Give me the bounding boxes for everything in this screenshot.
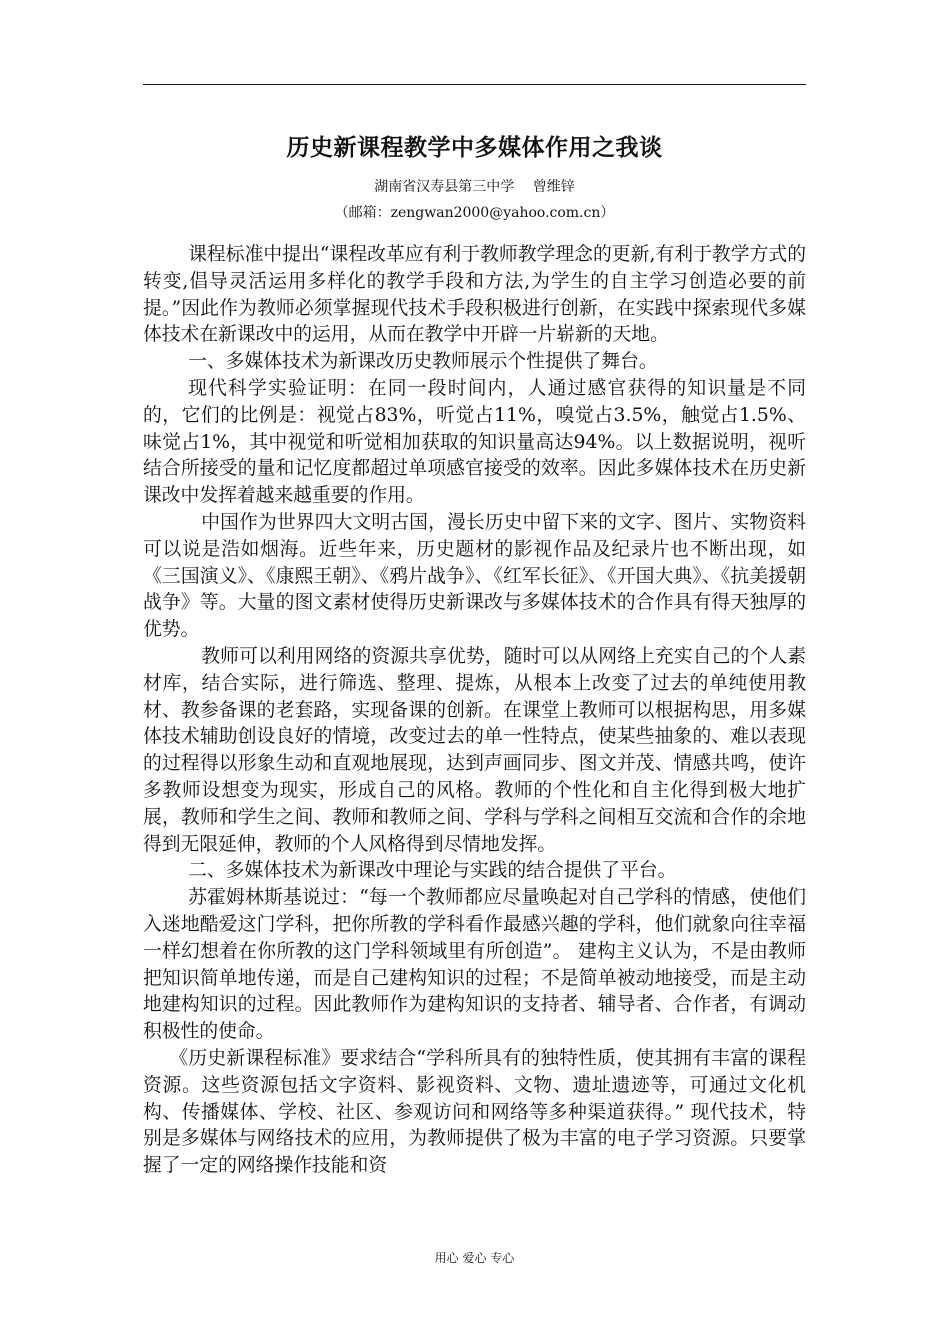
paragraph-quote: 苏霍姆林斯基说过：“每一个教师都应尽量唤起对自己学科的情感，使他们入迷地酷爱这门学科，把你所教的学科看作最感兴趣的学科，他们就象向往幸福一样幻想着在你所教的这门学科领域里有所创造”。 建构主义认为，不是由教师把知识简单地传递，而是自己建构知识的过程；不是简单被动地接受，而是主动地建构知识的过程。因此教师作为建构知识的支持者、辅导者、合作者，有调动积极性的使命。 [143, 887, 806, 1043]
author-line: 湖南省汉寿县第三中学 曾维锌 [374, 179, 575, 195]
email-line: （邮箱：zengwan2000@yahoo.com.cn） [334, 205, 615, 221]
paragraph-intro: 课程标准中提出“课程改革应有利于教师教学理念的更新,有利于教学方式的转变,倡导灵活运用多样化的教学手段和方法,为学生的自主学习创造必要的前提。”因此作为教师必须掌握现代技术手段积极进行创新，在实践中探索现代多媒体技术在新课改中的运用，从而在教学中开辟一片崭新的天地。 [143, 244, 806, 346]
paragraph-civilization: 中国作为世界四大文明古国，漫长历史中留下来的文字、图片、实物资料可以说是浩如烟海。近些年来，历史题材的影视作品及纪录片也不断出现，如《三国演义》、《康熙王朝》、《鸦片战争》、《红军长征》、《开国大典》、《抗美援朝战争》等。大量的图文素材使得历史新课改与多媒体技术的合作具有得天独厚的优势。 [143, 511, 806, 641]
paragraph-network-resources: 教师可以利用网络的资源共享优势，随时可以从网络上充实自己的个人素材库，结合实际，进行筛选、整理、提炼，从根本上改变了过去的单纯使用教材、教参备课的老套路，实现备课的创新。在课堂上教师可以根据构思，用多媒体技术辅助创设良好的情境，改变过去的单一性特点，使某些抽象的、难以表现的过程得以形象生动和直观地展现，达到声画同步、图文并茂、情感共鸣，使许多教师设想变为现实，形成自己的风格。教师的个性化和自主化得到极大地扩展，教师和学生之间、教师和教师之间、学科与学科之间相互交流和合作的余地得到无限延伸，教师的个人风格得到尽情地发挥。 [143, 645, 806, 855]
page-footer: 用心 爱心 专心 [434, 1251, 515, 1265]
paragraph-experiment: 现代科学实验证明：在同一段时间内，人通过感官获得的知识量是不同的，它们的比例是：视觉占83%，听觉占11%，嗅觉占3.5%，触觉占1.5%、味觉占1%，其中视觉和听觉相加获取的知识量高达94%。以上数据说明，视听结合所接受的量和记忆度都超过单项感官接受的效率。因此多媒体技术在历史新课改中发挥着越来越重要的作用。 [143, 377, 806, 507]
paragraph-standard: 《历史新课程标准》要求结合“学科所具有的独特性质，使其拥有丰富的课程资源。这些资源包括文字资料、影视资料、文物、遗址遗迹等，可通过文化机构、传播媒体、学校、社区、参观访问和网络等多种渠道获得。” 现代技术，特别是多媒体与网络技术的应用，为教师提供了极为丰富的电子学习资源。只要掌握了一定的网络操作技能和资 [143, 1047, 806, 1177]
section-heading-2: 二、多媒体技术为新课改中理论与实践的结合提供了平台。 [188, 860, 677, 882]
section-heading-1: 一、多媒体技术为新课改历史教师展示个性提供了舞台。 [188, 351, 658, 373]
header-rule [143, 84, 806, 85]
document-title: 历史新课程教学中多媒体作用之我谈 [286, 134, 663, 161]
document-body [143, 242, 806, 1180]
